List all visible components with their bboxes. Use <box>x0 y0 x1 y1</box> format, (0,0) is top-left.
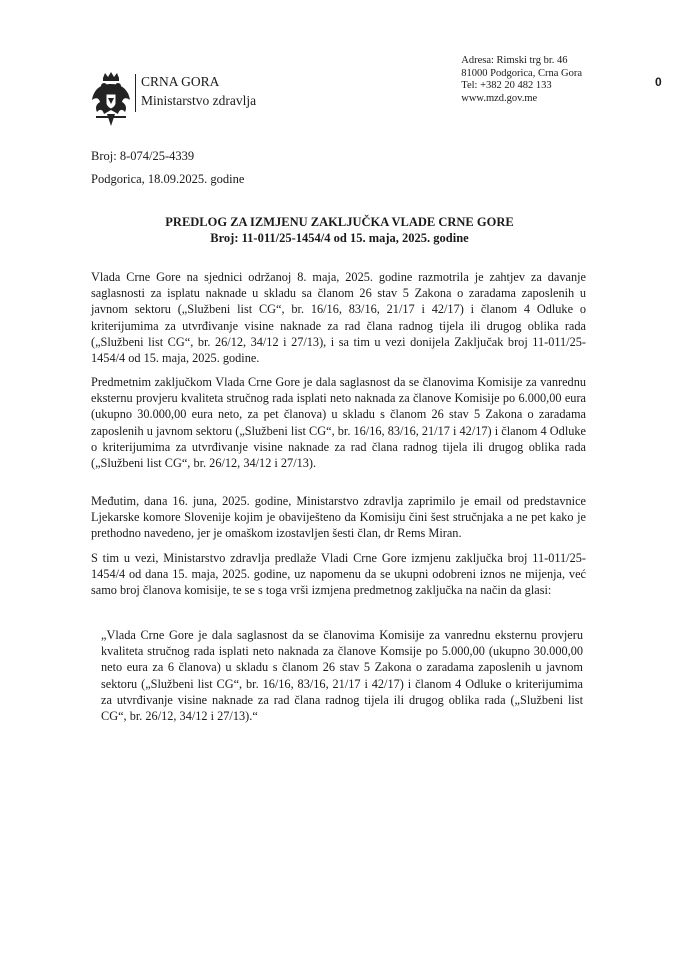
ministry-block <box>141 72 256 110</box>
coat-of-arms-icon <box>90 70 132 128</box>
title-line-1: PREDLOG ZA IZMJENU ZAKLJUČKA VLADE CRNE GORE <box>165 215 514 229</box>
document-number: Broj: 8-074/25-4339 <box>91 149 195 163</box>
ministry-name: Ministarstvo zdravlja <box>141 93 257 108</box>
proposed-conclusion-quote: „Vlada Crne Gore je dala saglasnost da se članovima Komisije za vanrednu eksternu provjeru kvaliteta stručnog rada isplati neto naknada za članove Komsije po 5.000,00 (ukupno 30.000,00 neto eura za 6 članova) u skladu s članom 26 stav 5 Zakona o zaradama zaposlenih u javnom sektoru („Službeni list CG“, br. 16/16, 83/16, 21/17 i 42/17) i članom 4 Odluke o kriterijumima za utvrđivanje visine naknade za rad člana radnog tijela ili drugog oblika rada („Službeni list CG“, br. 26/12, 34/12 i 27/13).“ <box>101 628 583 724</box>
header-divider <box>135 74 136 112</box>
paragraph-3: Međutim, dana 16. juna, 2025. godine, Ministarstvo zdravlja zaprimilo je email od predstavnice Ljekarske komore Slovenije kojim je obaviješteno da Komisiju čini šest stručnjaka a ne pet kako je prethodno navedeno, jer je omaškom izostavljen šesti član, dr Rems Miran. <box>91 494 586 541</box>
title-line-2: Broj: 11-011/25-1454/4 od 15. maja, 2025. godine <box>210 231 469 245</box>
paragraph-1: Vlada Crne Gore na sjednici održanoj 8. maja, 2025. godine razmotrila je zahtjev za davanje saglasnosti za isplatu naknade u skladu sa članom 26 stav 5 Zakona o zaradama zaposlenih u javnom sektoru („Službeni list CG“, br. 16/16, 83/16, 21/17 i 42/17) i članom 4 Odluke o kriterijumima za utvrđivanje visine naknade za rad člana radnog tijela ili drugog oblika rada („Službeni list CG“, br. 26/12, 34/12 i 27/13), i sa tim u vezi donijela Zaključak broj 11-011/25-1454/4 od 15. maja, 2025. godine. <box>91 270 586 366</box>
country-name: CRNA GORA <box>141 74 220 89</box>
document-place-date: Podgorica, 18.09.2025. godine <box>91 172 245 186</box>
address-line-1: Adresa: Rimski trg br. 46 <box>461 55 568 66</box>
website: www.mzd.gov.me <box>461 92 538 104</box>
contact-block <box>461 55 582 105</box>
address-line-2: 81000 Podgorica, Crna Gora <box>461 67 582 79</box>
document-title <box>0 214 679 246</box>
corner-mark: 0 <box>655 75 662 89</box>
paragraph-4: S tim u vezi, Ministarstvo zdravlja predlaže Vladi Crne Gore izmjenu zaključka broj 11-011/25-1454/4 od dana 15. maja, 2025. godine, uz napomenu da se ukupni odobreni iznos ne mijenja, već samo broj članova komisije, te se s toga vrši izmjena predmetnog zaključka na način da glasi: <box>91 551 586 598</box>
paragraph-2: Predmetnim zaključkom Vlada Crne Gore je dala saglasnost da se članovima Komisije za vanrednu eksternu provjeru kvaliteta stručnog rada isplati neto naknada za članove Komisije po 6.000,00 eura (ukupno 30.000,00 eura neto, za pet članova) u skladu s članom 26 stav 5 Zakona o zaradama zaposlenih u javnom sektoru („Službeni list CG“, br. 16/16, 83/16, 21/17 i 42/17) i članom 4 Odluke o kriterijumima za utvrđivanje visine naknade za rad člana radnog tijela ili drugog oblika rada („Službeni list CG“, br. 26/12, 34/12 i 27/13). <box>91 375 586 471</box>
phone-number: Tel: +382 20 482 133 <box>461 80 552 92</box>
